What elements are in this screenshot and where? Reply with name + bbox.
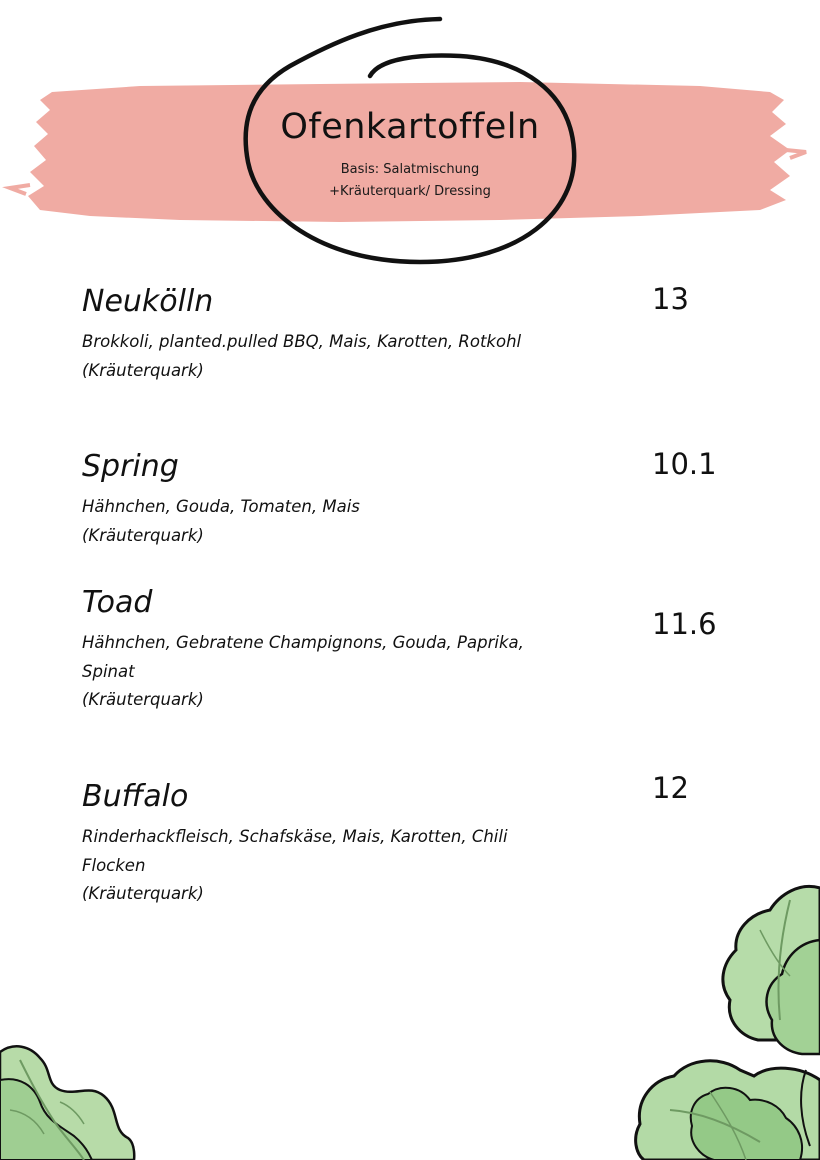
item-ingredients — [82, 629, 562, 715]
item-ingredients-text: Rinderhackfleisch, Schafskäse, Mais, Karotten, Chili Flocken — [82, 827, 508, 875]
item-ingredients — [82, 823, 562, 909]
menu-base-info: Basis: Salatmischung — [340, 162, 480, 177]
item-sauce: (Kräuterquark) — [82, 884, 204, 903]
menu-sauce-info: +Kräuterquark/ Dressing — [329, 184, 491, 199]
menu-item-buffalo — [82, 771, 722, 909]
item-sauce: (Kräuterquark) — [82, 360, 204, 380]
item-ingredients-text: Hähnchen, Gouda, Tomaten, Mais — [82, 497, 360, 516]
menu-item-neukoelln — [82, 282, 722, 385]
item-name: Buffalo — [82, 779, 189, 814]
lettuce-leaf-right-illustration — [630, 880, 820, 1160]
menu-title: Ofenkartoffeln — [280, 107, 540, 147]
item-price: 13 — [652, 282, 689, 316]
item-sauce: (Kräuterquark) — [82, 525, 204, 545]
lettuce-leaf-left-illustration — [0, 1040, 140, 1160]
menu-item-toad — [82, 583, 722, 715]
item-name: Toad — [82, 585, 153, 620]
item-ingredients — [82, 493, 562, 550]
item-ingredients-text: Brokkoli, planted.pulled BBQ, Mais, Karotten, Rotkohl — [82, 332, 522, 351]
menu-item-spring — [82, 447, 722, 550]
item-ingredients — [82, 328, 562, 385]
item-sauce: (Kräuterquark) — [82, 690, 204, 709]
item-name: Neukölln — [82, 284, 214, 319]
pink-brush-shape — [28, 82, 790, 222]
item-price: 11.6 — [652, 607, 717, 641]
item-price: 12 — [652, 771, 689, 805]
item-price: 10.1 — [652, 447, 717, 481]
item-name: Spring — [82, 449, 179, 484]
item-ingredients-text: Hähnchen, Gebratene Champignons, Gouda, Paprika, Spinat — [82, 633, 524, 681]
